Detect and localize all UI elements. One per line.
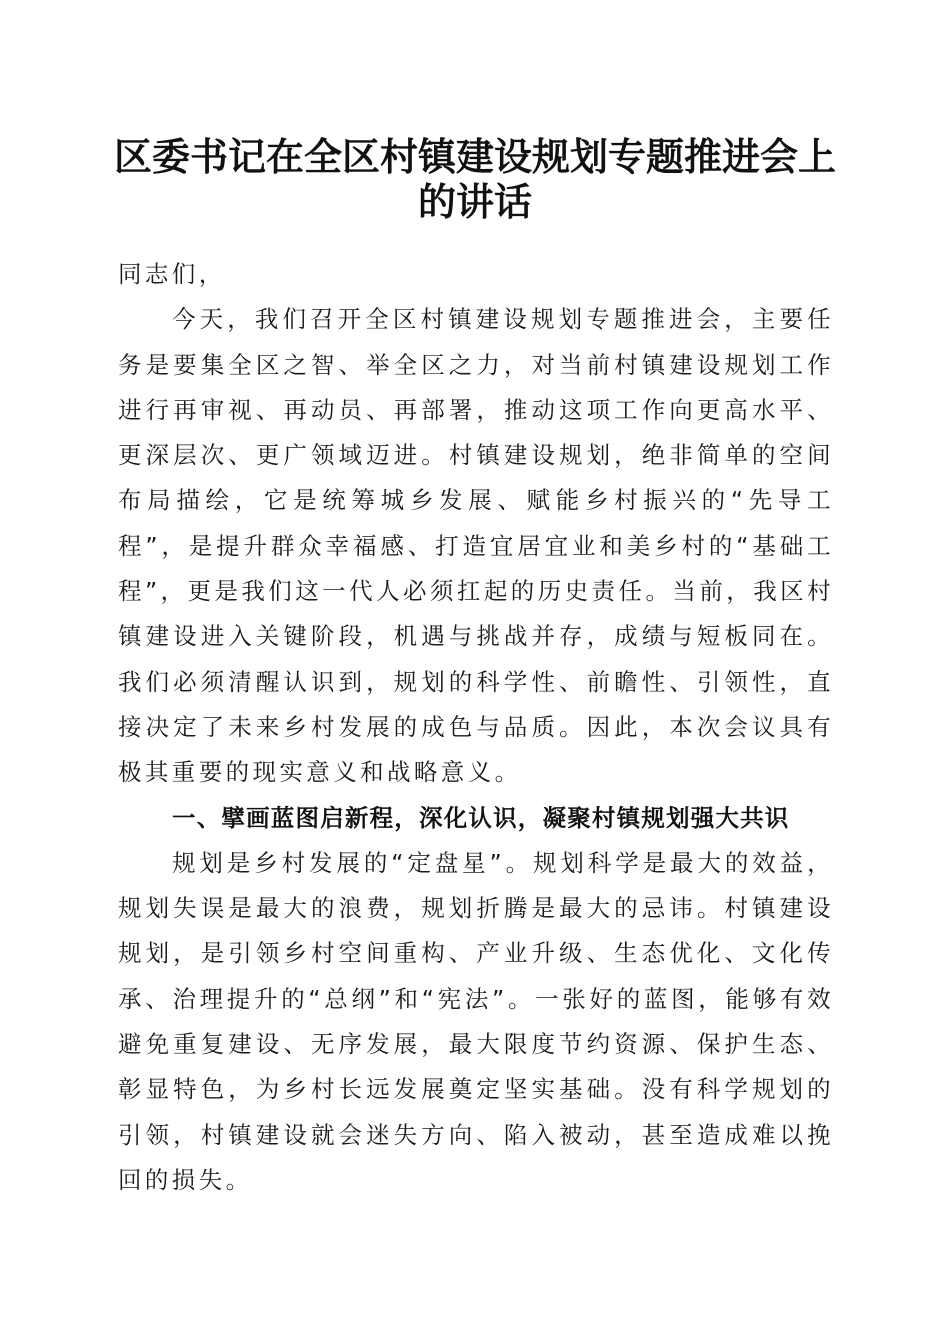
document-title: 区委书记在全区村镇建设规划专题推进会上的讲话 — [113, 134, 836, 224]
section-heading: 一、擘画蓝图启新程，深化认识，凝聚村镇规划强大共识 — [172, 803, 790, 832]
document-body — [118, 252, 834, 1203]
section-paragraph: 规划是乡村发展的“定盘星”。规划科学是最大的效益，规划失误是最大的浪费，规划折腾是最大的忌讳。村镇建设规划，是引领乡村空间重构、产业升级、生态优化、文化传承、治理提升的“总纲”和“宪法”。一张好的蓝图，能够有效避免重复建设、无序发展，最大限度节约资源、保护生态、彰显特色，为乡村长远发展奠定坚实基础。没有科学规划的引领，村镇建设就会迷失方向、陷入被动，甚至造成难以挽回的损失。 — [118, 848, 834, 1194]
greeting: 同志们， — [118, 260, 226, 288]
opening-paragraph: 今天，我们召开全区村镇建设规划专题推进会，主要任务是要集全区之智、举全区之力，对当前村镇建设规划工作进行再审视、再动员、再部署，推动这项工作向更高水平、更深层次、更广领域迈进。村镇建设规划，绝非简单的空间布局描绘，它是统筹城乡发展、赋能乡村振兴的“先导工程”，是提升群众幸福感、打造宜居宜业和美乡村的“基础工程”，更是我们这一代人必须扛起的历史责任。当前，我区村镇建设进入关键阶段，机遇与挑战并存，成绩与短板同在。我们必须清醒认识到，规划的科学性、前瞻性、引领性，直接决定了未来乡村发展的成色与品质。因此，本次会议具有极其重要的现实意义和战略意义。 — [118, 305, 834, 787]
